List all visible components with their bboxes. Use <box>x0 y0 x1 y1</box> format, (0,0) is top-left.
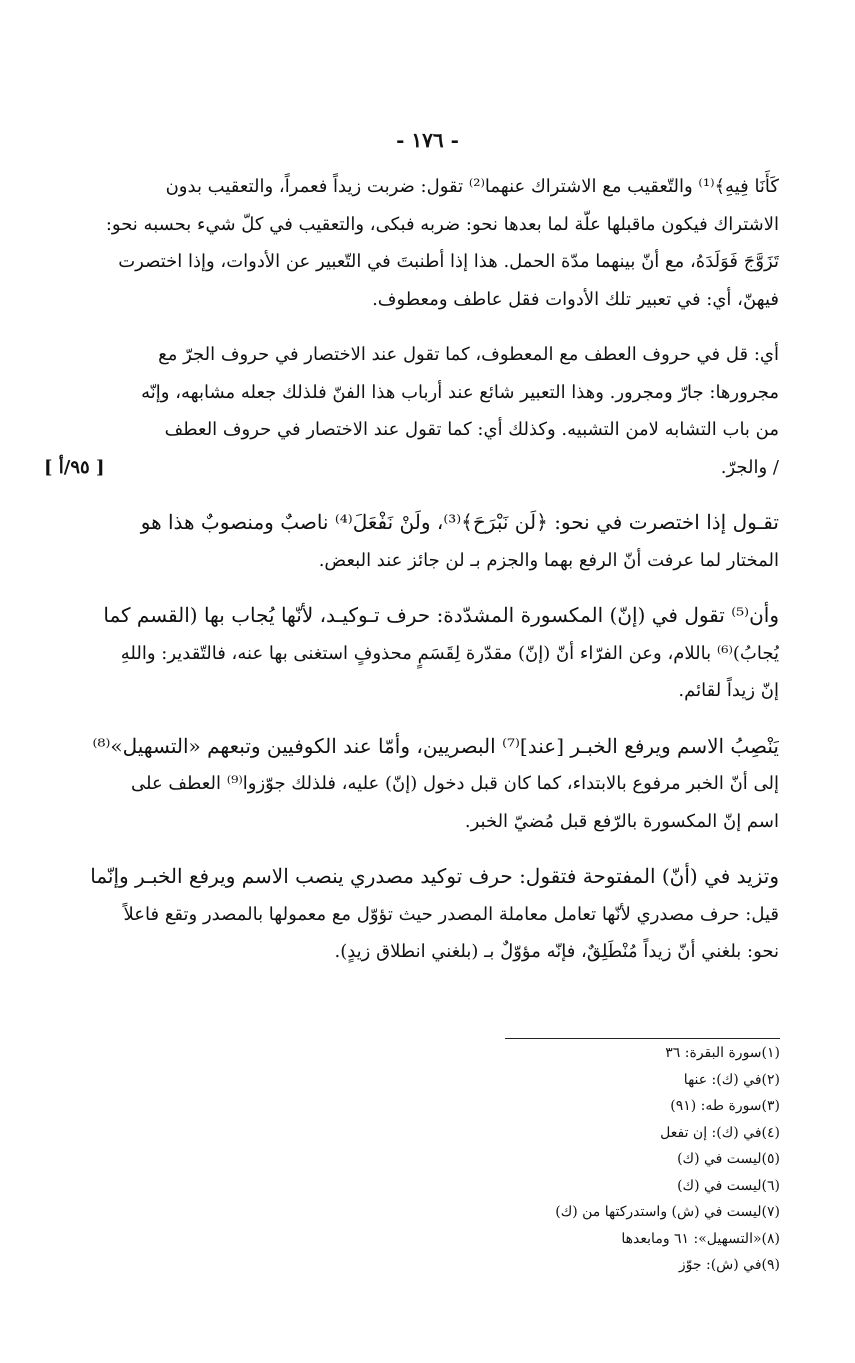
text-line: نحو: بلغني أنّ زيداً مُنْطَلِقٌ، فإنّه مؤوّلٌ بـ (بلغني انطلاق زيدٍ). <box>334 941 779 962</box>
footnote: (٢)في (ك): عنها <box>683 1071 780 1088</box>
text-line: / والجرّ. <box>720 456 779 478</box>
page-number: - ١٧٦ - <box>396 128 459 152</box>
footnote: (٣)سورة طه: (٩١) <box>670 1098 780 1114</box>
text-line: تَزَوَّجَ فَوَلَدَهُ، مع أنّ بينهما مدّة الحمل. هذا إذا أطنبتَ في التّعبير عن الأدوات، وإذا اختصرت <box>118 251 779 272</box>
footnotes <box>360 1040 780 1279</box>
paragraph-2 <box>44 336 779 486</box>
main-text <box>44 168 779 971</box>
text-line: يَنْصِبُ الاسم ويرفع الخبـر [عند]⁽⁷⁾ البصريين، وأمّا عند الكوفيين وتبعهم «التسهيل»⁽⁸⁾ <box>92 733 779 758</box>
text-line-with-folio <box>44 449 779 487</box>
text-line: أي: قل في حروف العطف مع المعطوف، كما تقول عند الاختصار في حروف الجرّ مع <box>158 344 779 365</box>
text-line: إلى أنّ الخبر مرفوع بالابتداء، كما كان قبل دخول (إنّ) عليه، فلذلك جوّزوا⁽⁹⁾ العطف على <box>130 773 779 794</box>
footnote: (٧)ليست في (ش) واستدركتها من (ك) <box>555 1204 780 1220</box>
footnote: (٨)«التسهيل»: ٦١ ومابعدها <box>621 1230 780 1247</box>
footnote: (١)سورة البقرة: ٣٦ <box>665 1045 780 1061</box>
text-line: مجرورها: جارّ ومجرور. وهذا التعبير شائع عند أرباب هذا الفنّ فلذلك جعله مشابهه، وإنّه <box>141 381 779 403</box>
text-line: الاشتراك فيكون ماقبلها علّة لما بعدها نحو: ضربه فبكى، والتعقيب في كلّ شيء بحسبه نحو: <box>105 213 779 235</box>
text-line: قيل: حرف مصدري لأنّها تعامل معاملة المصدر حيث تؤوّل مع معمولها بالمصدر وتقع فاعلاً <box>123 903 779 925</box>
paragraph-1 <box>44 168 779 318</box>
text-line: إنّ زيداً لقائم. <box>678 680 779 701</box>
text-line: من باب التشابه لامن التشبيه. وكذلك أي: كما تقول عند الاختصار في حروف العطف <box>164 419 779 440</box>
paragraph-4 <box>44 597 779 710</box>
text-line: المختار لما عرفت أنّ الرفع بهما والجزم بـ لن جائز عند البعض. <box>318 549 779 571</box>
paragraph-6 <box>44 858 779 971</box>
text-line: وأن⁽⁵⁾ تقول في (إنّ) المكسورة المشدّدة: حرف تـوكيـد، لأنّها يُجاب بها (القسم كما <box>103 603 779 627</box>
footnote: (٥)ليست في (ك) <box>677 1151 780 1167</box>
text-line: فيهنّ، أي: في تعبير تلك الأدوات فقل عاطف ومعطوف. <box>372 288 779 310</box>
footnote-separator <box>505 1038 780 1039</box>
text-line: كَأَنَا فِيهِ﴾⁽¹⁾ والتّعقيب مع الاشتراك عنهما⁽²⁾ تقول: ضربت زيداً فعمراً، والتعقيب بدون <box>165 176 779 197</box>
folio-marker: [ ٩٥/أ ] <box>44 456 105 478</box>
paragraph-3 <box>44 504 779 579</box>
paragraph-5 <box>44 728 779 841</box>
text-line: يُجابُ)⁽⁶⁾ باللام، وعن الفرّاء أنّ (إنّ) مقدّرة لِقَسَمٍ محذوفٍ استغنى بها عنه، فالتّقدير: واللهِ <box>120 642 779 664</box>
text-line: تقـول إذا اختصرت في نحو: ﴿لَن نَبْرَحَ﴾⁽³⁾، ولَنْ نَفْعَلَ⁽⁴⁾ ناصبٌ ومنصوبٌ هذا هو <box>140 510 779 534</box>
text-line: وتزيد في (أنّ) المفتوحة فتقول: حرف توكيد مصدري ينصب الاسم ويرفع الخبـر وإنّما <box>90 864 779 888</box>
footnote: (٦)ليست في (ك) <box>677 1177 780 1194</box>
footnote: (٤)في (ك): إن تفعل <box>660 1124 780 1141</box>
footnote: (٩)في (ش): جوّز <box>678 1257 780 1273</box>
text-line: اسم إنّ المكسورة بالرّفع قبل مُضيّ الخبر. <box>464 810 779 832</box>
